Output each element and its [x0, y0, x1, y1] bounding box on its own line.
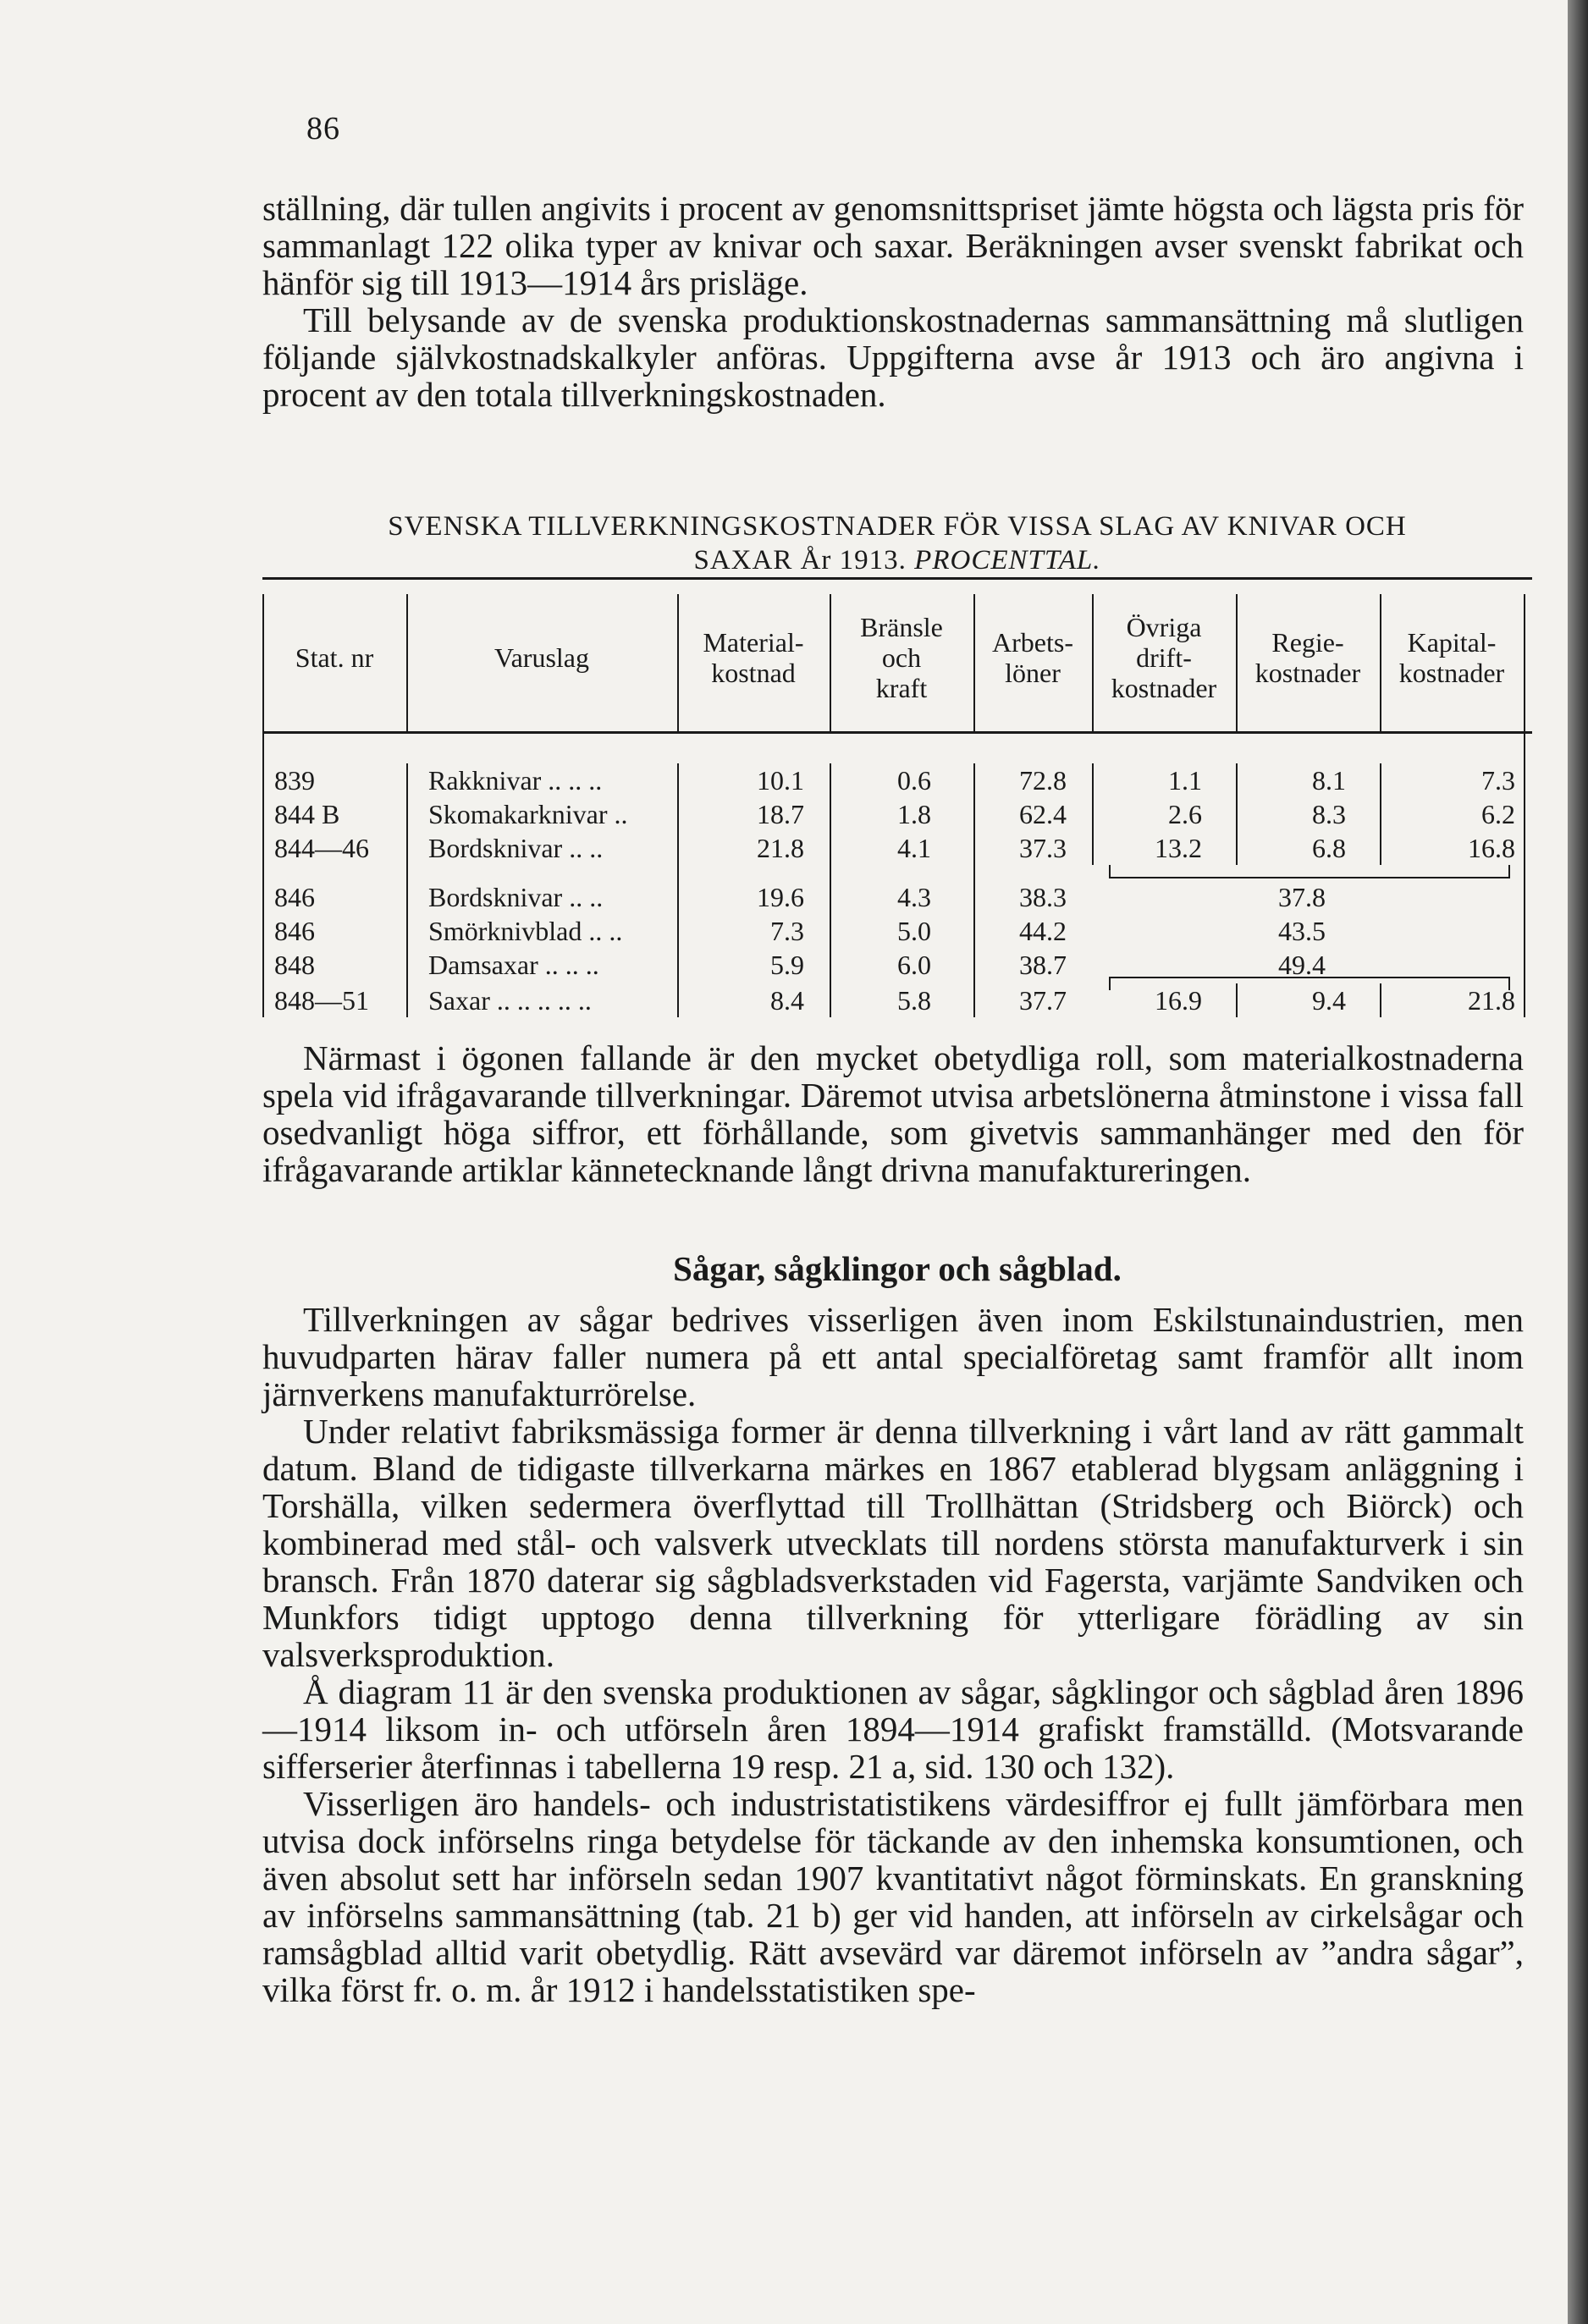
table-title-line1: SVENSKA TILLVERKNINGSKOSTNADER FÖR VISSA SLAG AV KNIVAR OCH	[388, 511, 1407, 542]
table-row: 846 Smörknivblad .. .. 7.3 5.0 44.2 43.5	[274, 916, 1326, 946]
paragraph: Tillverkningen av sågar bedrives visserligen även inom Eskilstunaindustrien, men huvudparten härav faller numera på ett antal specialföretag samt framför allt inom järnverkens manufakturrörelse.	[262, 1300, 1524, 1413]
header-regie: Regie- kostnader	[1254, 627, 1361, 688]
grouping-brace	[1109, 865, 1510, 878]
header-kapital: Kapital- kostnader	[1398, 627, 1505, 688]
table-title-line2	[262, 543, 1532, 577]
header-ovriga: Övriga drift- kostnader	[1111, 612, 1217, 703]
section-text	[262, 1301, 1524, 2008]
page-number: 86	[306, 111, 340, 146]
intro-text	[262, 190, 1524, 413]
paragraph: Å diagram 11 är den svenska produktionen av sågar, sågklingor och sågblad åren 1896—1914 liksom in- och utförseln åren 1894—1914 grafiskt framställd. (Motsvarande sifferserier återfinnas i tabellerna 19 resp. 21 a, sid. 130 och 132).	[262, 1672, 1524, 1786]
header-varuslag: Varuslag	[494, 642, 589, 673]
table-row: 848 Damsaxar .. .. .. 5.9 6.0 38.7 49.4	[274, 950, 1326, 980]
table-row: 844 B Skomakarknivar .. 18.7 1.8 62.4 2.6 8.3 6.2	[274, 799, 1515, 829]
cost-table	[262, 577, 1532, 1017]
table-row: 839 Rakknivar .. .. .. 10.1 0.6 72.8 1.1 8.1 7.3	[274, 765, 1515, 796]
table-title-unit: PROCENTTAL.	[914, 545, 1101, 575]
paragraph: Till belysande av de svenska produktionskostnadernas sammansättning må slutligen följande självkostnadskalkyler anföras. Uppgifterna avse år 1913 och äro angivna i procent av den totala tillverkningskostnaden.	[262, 300, 1524, 414]
header-bransle: Bränsle och kraft	[860, 612, 943, 703]
table-top-rule	[262, 577, 1532, 580]
paragraph: Under relativt fabriksmässiga former är denna tillverkning i vårt land av rätt gammalt datum. Bland de tidigaste tillverkarna märkes en 1867 etablerad blygsam anläggning i Torshälla, vilken sedermera överflyttad till Trollhättan (Stridsberg och Biörck) och kombinerad med stål- och valsverk utvecklats till nordens största manufakturverk i sin bransch. Från 1870 daterar sig sågbladsverkstaden vid Fagersta, varjämte Sandviken och Munkfors tidigt upptogo denna tillverkning för ytterligare förädling av sin valsverksproduktion.	[262, 1412, 1524, 1674]
table-header-rule	[262, 731, 1532, 734]
paragraph: Närmast i ögonen fallande är den mycket obetydliga roll, som materialkostnaderna spela vid ifrågavarande tillverkningar. Däremot utvisa arbetslönerna åtminstone i vissa fall osedvanligt höga siffror, ett förhållande, som givetvis sammanhänger med den för ifrågavarande artiklar kännetecknande långt drivna manufaktureringen.	[262, 1038, 1524, 1189]
table-row: 848—51 Saxar .. .. .. .. .. 8.4 5.8 37.7 16.9 9.4 21.8	[274, 985, 1515, 1016]
section-heading: Sågar, sågklingor och sågblad.	[673, 1249, 1122, 1288]
header-stat-nr: Stat. nr	[295, 642, 374, 673]
after-table-text	[262, 1039, 1524, 1188]
book-spine-shadow	[1568, 0, 1588, 2324]
header-materialkostnad: Material- kostnad	[703, 627, 804, 688]
paragraph: ställning, där tullen angivits i procent av genomsnittspriset jämte högsta och lägsta pris för sammanlagt 122 olika typer av knivar och saxar. Beräkningen avser svenskt fabrikat och hänför sig till 1913—1914 års prisläge.	[262, 189, 1524, 302]
paragraph: Visserligen äro handels- och industristatistikens värdesiffror ej fullt jämförbara men utvisa dock införselns ringa betydelse för täckande av den inhemska konsumtionen, och även absolut sett har införseln sedan 1907 kvantitativt något förminskats. En granskning av införselns sammansättning (tab. 21 b) ger vid handen, att införseln av cirkelsågar och ramsågblad alltid varit obetydlig. Rätt avsevärd var däremot införseln av ”andra sågar”, vilka först fr. o. m. år 1912 i handelsstatistiken spe-	[262, 1784, 1524, 2009]
table-row: 846 Bordsknivar .. .. 19.6 4.3 38.3 37.8	[274, 882, 1326, 912]
table-title	[262, 509, 1532, 577]
header-arbetsloner: Arbets- löner	[992, 627, 1073, 688]
table-row: 844—46 Bordsknivar .. .. 21.8 4.1 37.3 13.2 6.8 16.8	[274, 833, 1515, 863]
table-title-year: SAXAR År 1913.	[693, 545, 907, 575]
